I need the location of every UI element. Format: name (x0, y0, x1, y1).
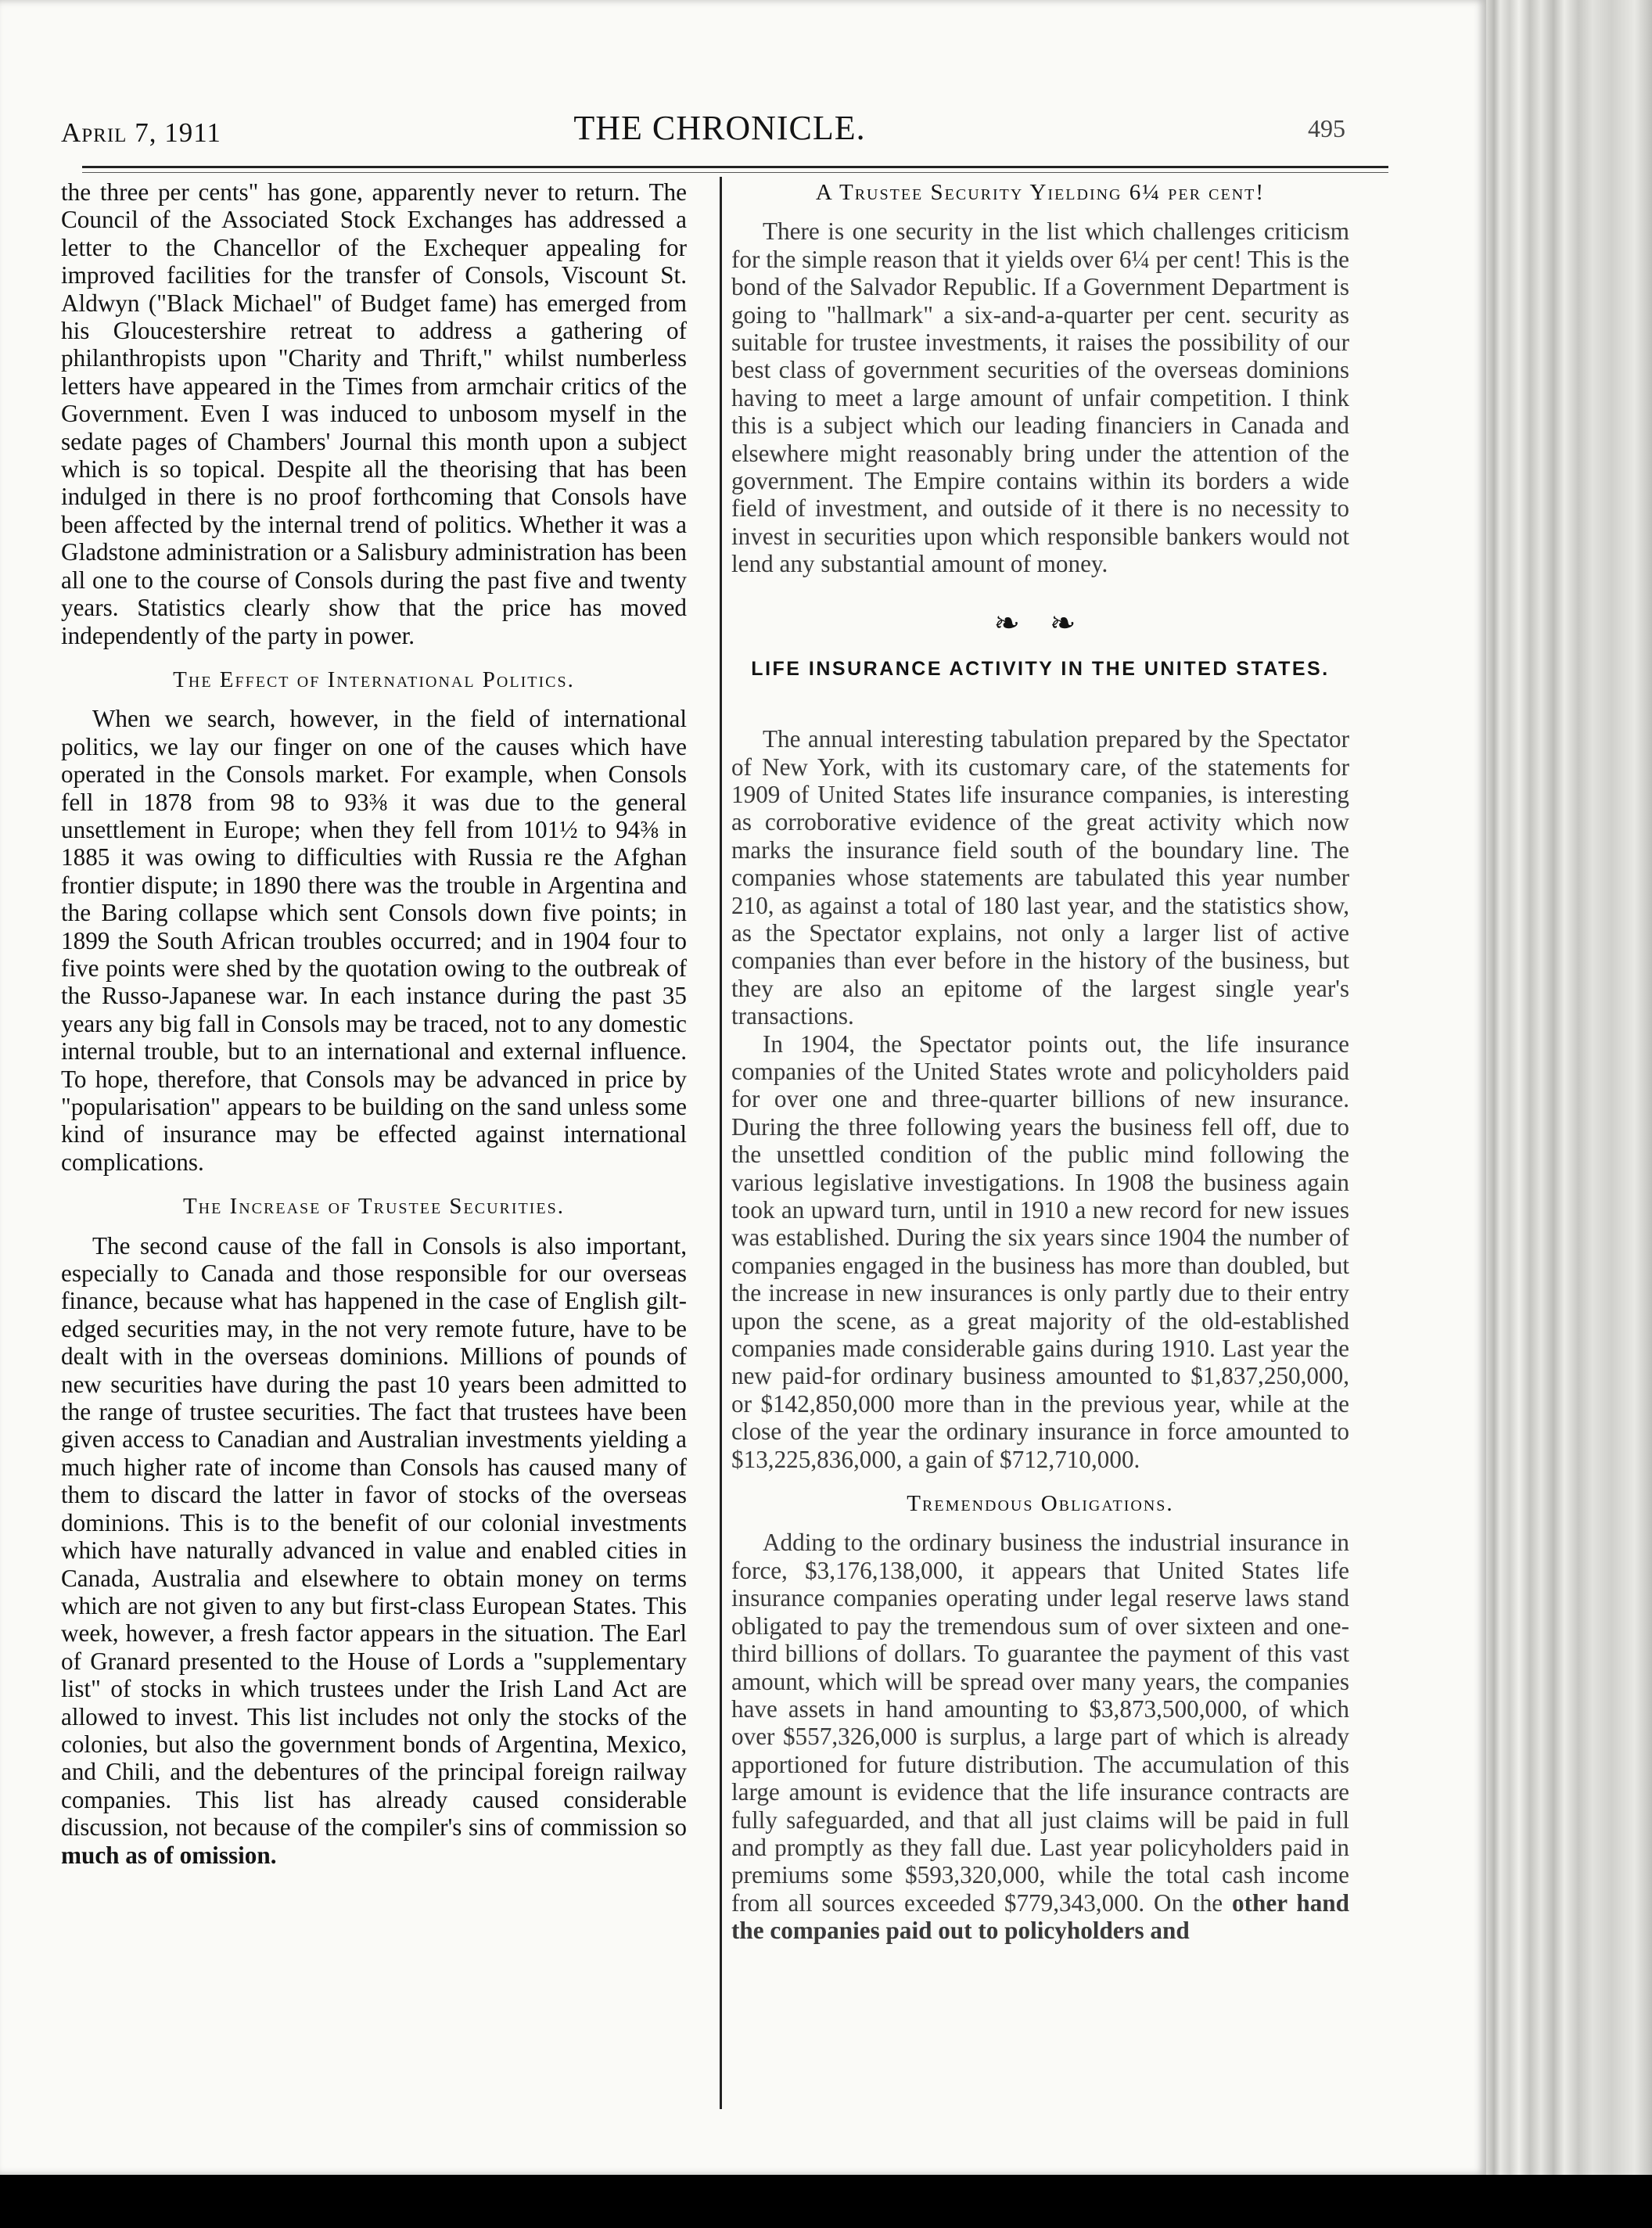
section-subheading: The Effect of International Politics. (173, 667, 575, 692)
page-header (55, 108, 1384, 155)
paragraph-text: The second cause of the fall in Consols is also important, especially to Canada and those responsible for our overseas finance, because what has happened in the case of English gilt-edged securities may, in the not very remote future, have to be dealt with in the overseas dominions. Millions of pounds of new securities have during the past 10 years been admitted to the range of trustee securities. The fact that trustees have been given access to Canadian and Australian investments yielding a much higher rate of income than Consols has caused many of them to discard the latter in favor of stocks of the overseas dominions. This is to the benefit of our colonial investments which have naturally advanced in value and enabled cities in Canada, Australia and elsewhere to obtain money on terms which are not given to any but first-class European States. This week, however, a fresh factor appears in the situation. The Earl of Granard presented to the House of Lords a "supplementary list" of stocks in which trustees under the Irish Land Act are allowed to invest. This list includes not only the stocks of the colonies, but also the government bonds of Argentina, Mexico, and Chili, and the debentures of the principal foreign railway companies. This list has already caused considerable discussion, not because of the compiler's sins of commission so (61, 1231, 687, 1842)
paragraph: When we search, however, in the field of international politics, we lay our finger on one of the causes which have operated in the Consols market. For example, when Consols fell in 1878 from 98 to 93⅜ it was due to the general unsettlement in Europe; when they fell from 101½ to 94⅜ in 1885 it was owing to difficulties with Russia re the Afghan frontier dispute; in 1890 there was the trouble in Argentina and the Baring collapse which sent Consols down five points; in 1899 the South African troubles occurred; and in 1904 four to five points were shed by the quotation owing to the outbreak of the Russo-Japanese war. In each instance during the past 35 years any big fall in Consols may be traced, not to any domestic internal trouble, but to an international and external influence. To hope, therefore, that Consols may be advanced in price by "popularisation" appears to be building on the sand unless some kind of insurance may be effected against international complications. (61, 705, 687, 1176)
column-divider (720, 177, 722, 2109)
scan-border (0, 2175, 1652, 2228)
paragraph-text-end: much as of omission. (61, 1841, 277, 1869)
section-subheading: Tremendous Obligations. (907, 1491, 1174, 1517)
book-binding-edge (1486, 0, 1652, 2175)
paragraph-text-end: other hand the companies paid out to policyholders and (731, 1888, 1350, 1945)
paragraph (61, 1232, 687, 1869)
paragraph: The annual interesting tabulation prepared by the Spectator of New York, with its customary care, of the statements for 1909 of United States life insurance companies, is interesting as corroborative evidence of the great activity which now marks the insurance field south of the boundary line. The companies whose statements are tabulated this year number 210, as against a total of 180 last year, and the statistics show, as the Spectator explains, not only a larger list of active companies than ever before in the history of the business, but they are also an epitome of the largest single year's transactions. (731, 725, 1349, 1030)
paragraph (731, 1529, 1349, 1944)
ornament-dingbat: ❧ ❧ (993, 605, 1087, 641)
paragraph: There is one security in the list which challenges criticism for the simple reason that it yields over 6¼ per cent! This is the bond of the Salvador Republic. If a Government Department is going to "hallmark" a six-and-a-quarter per cent. security as suitable for trustee investments, it raises the possibility of our best class of government securities of the overseas dominions having to meet a large amount of unfair competition. I think this is a subject which our leading financiers in Canada and elsewhere might reasonably bring under the attention of the government. The Empire contains within its borders a wide field of investment, and outside of it there is no necessity to invest in securities upon which responsible bankers would not lend any substantial amount of money. (731, 217, 1349, 578)
section-subheading: The Increase of Trustee Securities. (182, 1194, 566, 1220)
paragraph-text: Adding to the ordinary business the industrial insurance in force, $3,176,138,000, it appears that United States life insurance companies operating under legal reserve laws stand obligated to pay the tremendous sum of over sixteen and one-third billions of dollars. To guarantee the payment of this vast amount, which will be spread over many years, the companies have assets in hand amounting to $3,873,500,000, of which over $557,326,000 is surplus, a large part of which is already apportioned for future distribution. The accumulation of this large amount is evidence that the life insurance contracts are fully safeguarded, and that all just claims will be paid in full and promptly as they fall due. Last year policyholders paid in premiums some $593,320,000, while the total cash income from all sources exceeded $779,343,000. On the (731, 1529, 1349, 1917)
article-headline: LIFE INSURANCE ACTIVITY IN THE UNITED STATES. (751, 658, 1330, 681)
paragraph: the three per cents" has gone, apparently never to return. The Council of the Associated Stock Exchanges has addressed a letter to the Chancellor of the Exchequer appealing for improved facilities for the transfer of Consols, Viscount St. Aldwyn ("Black Michael" of Budget fame) has emerged from his Gloucestershire retreat to address a gathering of philanthropists upon "Charity and Thrift," whilst numberless letters have appeared in the Times from armchair critics of the Government. Even I was induced to unbosom myself in the sedate pages of Chambers' Journal this month upon a subject which is so topical. Despite all the theorising that has been indulged in there is no proof forthcoming that Consols have been affected by the internal trend of politics. Whether it was a Gladstone administration or a Salisbury administration has been all one to the course of Consols during the past five and twenty years. Statistics clearly show that the price has moved independently of the party in power. (61, 178, 687, 649)
issue-date: April 7, 1911 (61, 117, 221, 148)
page-number: 495 (1308, 114, 1345, 142)
publication-title: THE CHRONICLE. (573, 109, 866, 147)
left-column (61, 178, 687, 1869)
section-subheading: A Trustee Security Yielding 6¼ per cent! (815, 180, 1266, 205)
paragraph: In 1904, the Spectator points out, the life insurance companies of the United States wrote and policyholders paid for over one and three-quarter billions of new insurance. During the three following years the business fell off, due to the unsettled condition of the public mind following the various legislative investigations. In 1908 the business again took an upward turn, until in 1910 a new record for new issues was established. During the six years since 1904 the number of companies engaged in the business has more than doubled, but the increase in new insurances is only partly due to their entry upon the scene, as a great majority of the old-established companies made considerable gains during 1910. Last year the new paid-for ordinary business amounted to $1,837,250,000, or $142,850,000 more than in the previous year, while at the close of the year the ordinary insurance in force amounted to $13,225,836,000, a gain of $712,710,000. (731, 1030, 1349, 1473)
right-column (731, 168, 1349, 1945)
